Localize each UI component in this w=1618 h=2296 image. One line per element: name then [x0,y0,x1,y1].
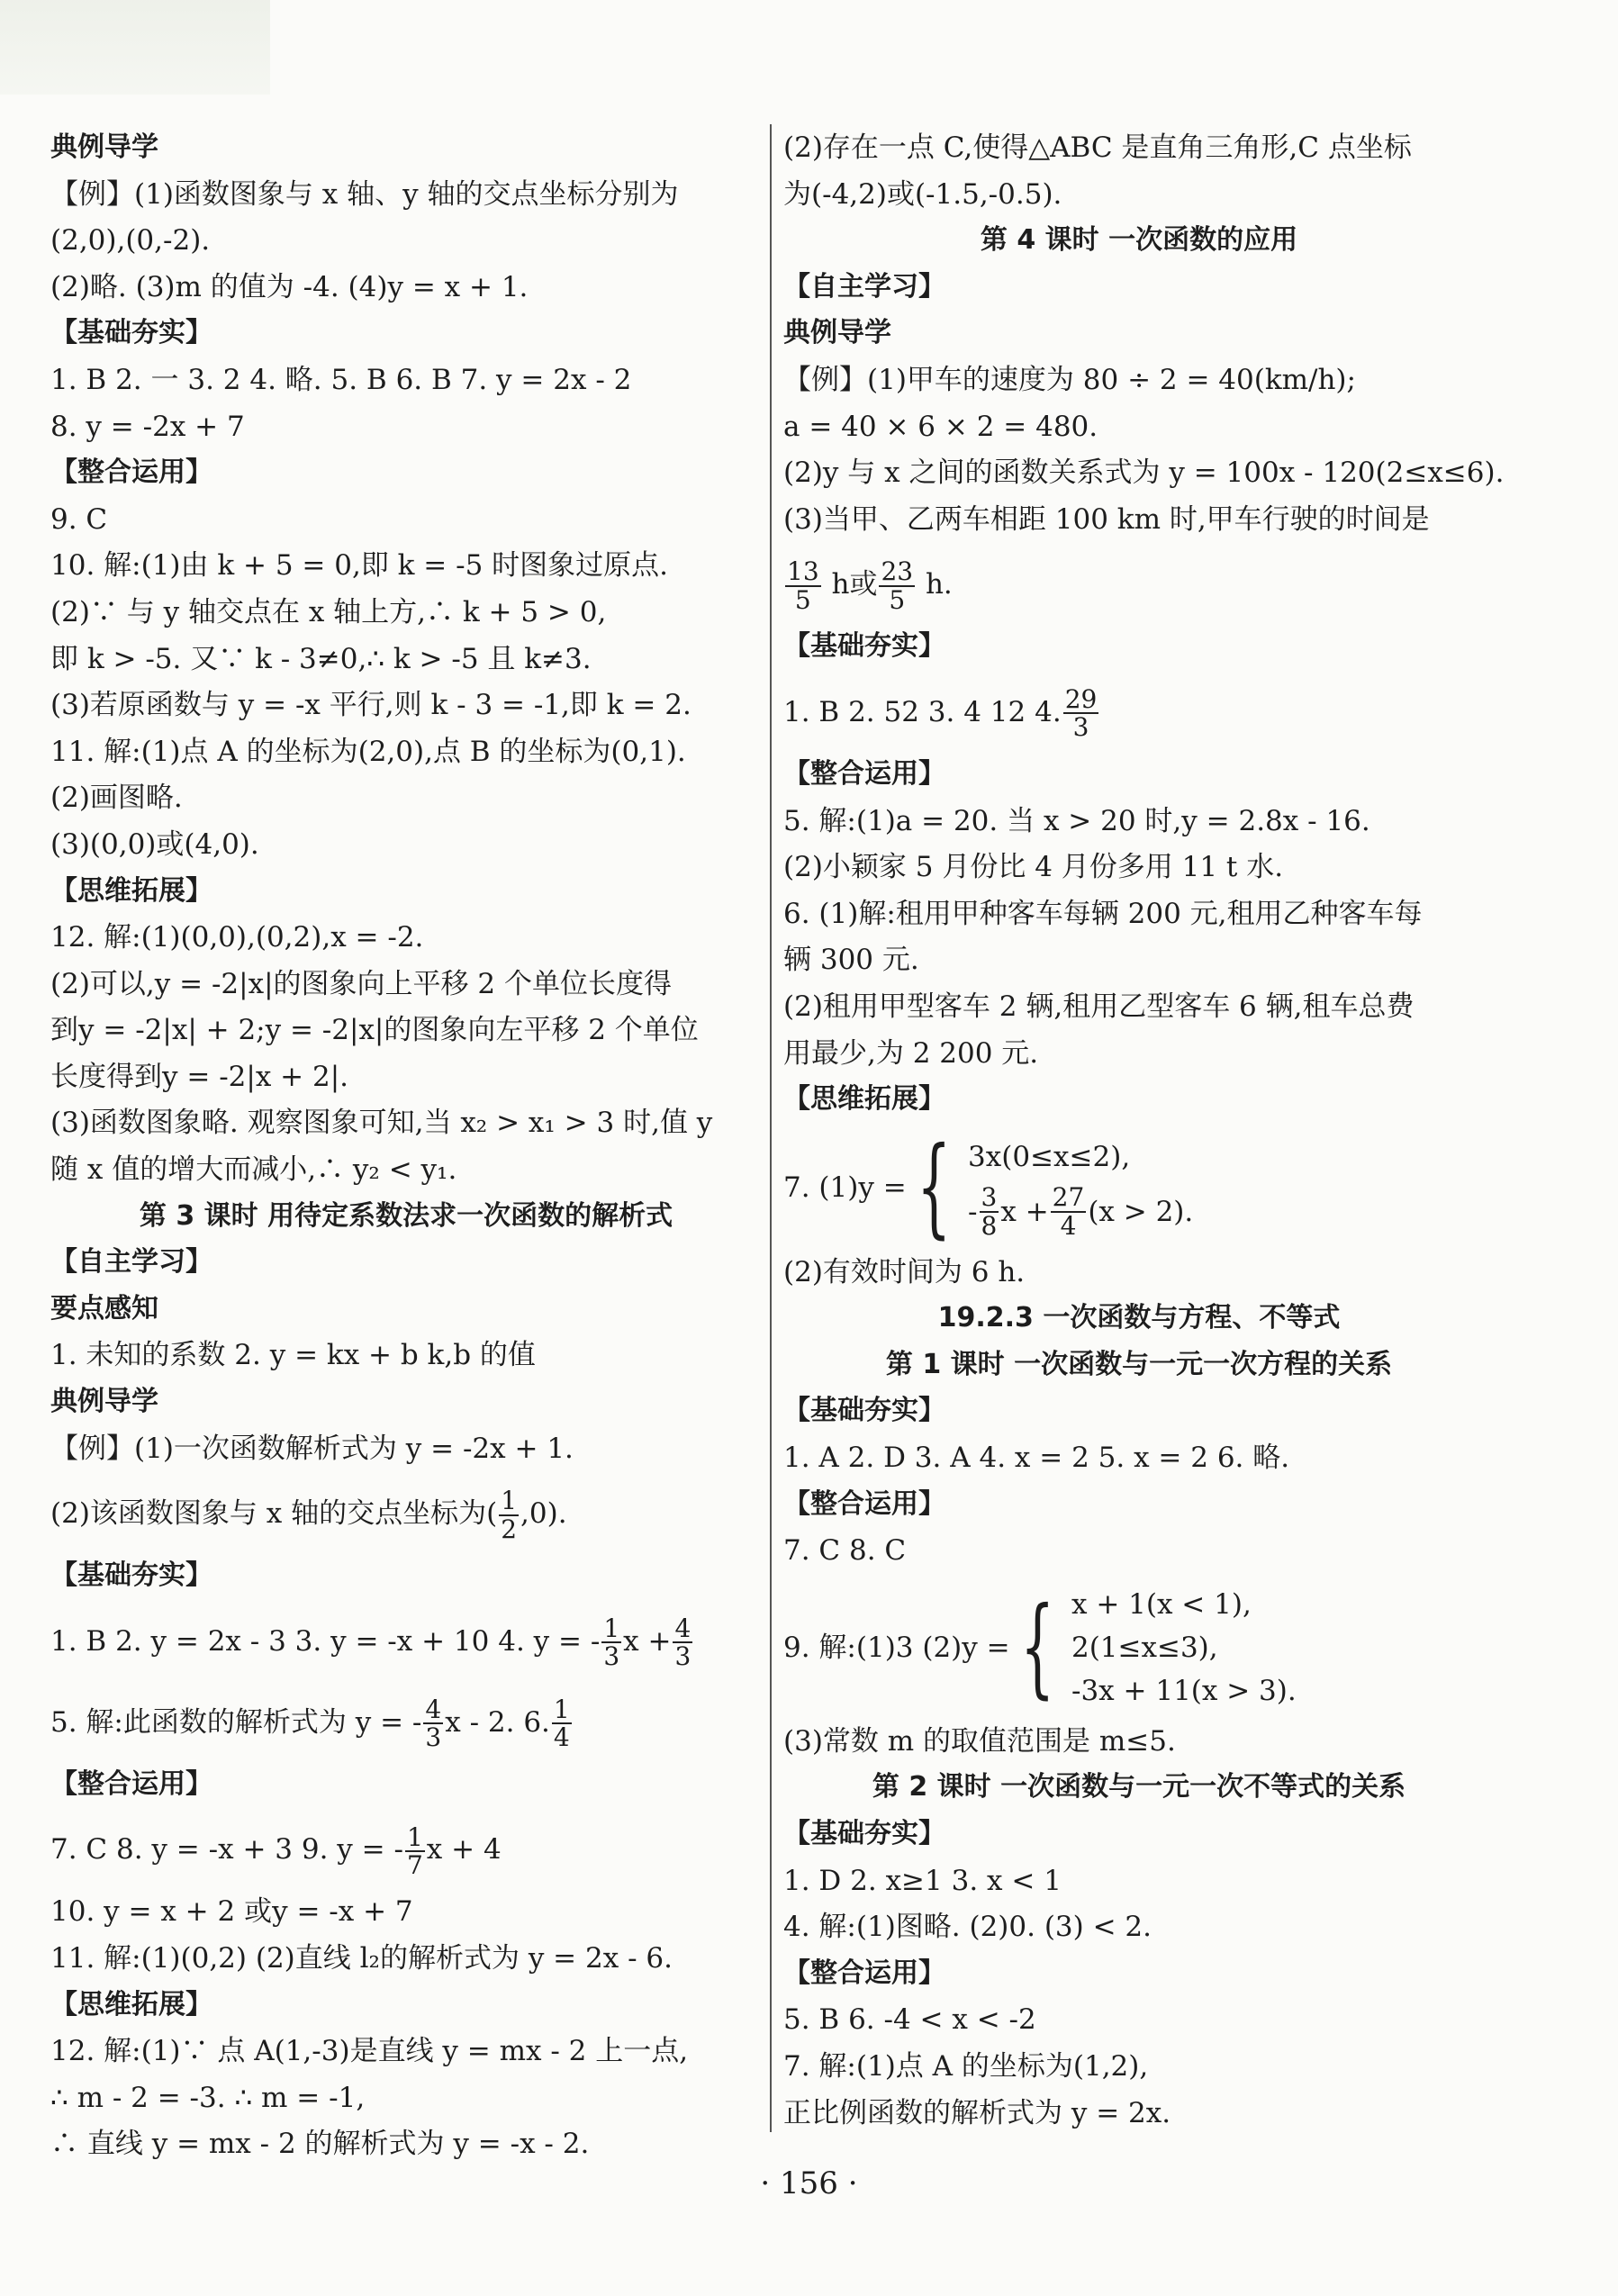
answer-line: 5. 解:(1)a = 20. 当 x > 20 时,y = 2.8x - 16. [783,804,1370,837]
top-strip [0,0,270,95]
answer-line: 10. y = x + 2 或y = -x + 7 [50,1895,413,1929]
section-heading: 【思维拓展】 [50,1988,212,2020]
lesson-title: 19.2.3 一次函数与方程、不等式 [937,1302,1341,1334]
answer-line: 【例】(1)一次函数解析式为 y = -2x + 1. [50,1432,574,1465]
fraction: $\frac{13}{5}$ [787,556,819,615]
answer-line: (2)租用甲型客车 2 辆,租用乙型客车 6 辆,租车总费 [783,990,1415,1023]
answer-line: 正比例函数的解析式为 y = 2x. [783,2096,1171,2129]
answer-line: (2)y 与 x 之间的函数关系式为 y = 100x - 120(2≤x≤6). [783,456,1505,490]
answer-line: (3)若原函数与 y = -x 平行,则 k - 3 = -1,即 k = 2. [50,689,691,722]
fraction: $\frac{3}{8}$ [981,1182,998,1241]
answer-line: 1. 未知的系数 2. y = kx + b k,b 的值 [50,1339,536,1372]
answer-line: 1. B 2. 一 3. 2 4. 略. 5. B 6. B 7. y = 2x - 2 [50,363,632,396]
answer-line: 1. B 2. y = 2x - 3 3. y = -x + 10 4. y = - $\frac{1}{3}$ x + $\frac{4}{3}$ [50,1613,691,1672]
answer-line: 【例】(1)甲车的速度为 80 ÷ 2 = 40(km/h); [783,363,1356,396]
answer-line: 随 x 值的增大而减小,∴ y₂ < y₁. [50,1153,457,1187]
section-heading: 【基础夯实】 [783,1395,945,1427]
section-heading: 典例导学 [50,131,158,163]
answer-line: 7. 解:(1)点 A 的坐标为(1,2), [783,2050,1149,2083]
section-heading: 【基础夯实】 [50,1559,212,1592]
left-column [50,126,762,2169]
answer-line: a = 40 × 6 × 2 = 480. [783,410,1098,443]
fraction: $\frac{27}{4}$ [1052,1182,1085,1241]
answer-line: 9. 解:(1)3 (2)y = { x + 1(x < 1), 2(1≤x≤3), -3x + 11(x > 3). [783,1576,1495,1720]
answer-line: 4. 解:(1)图略. (2)0. (3) < 2. [783,1911,1152,1944]
answer-line: 11. 解:(1)(0,2) (2)直线 l₂的解析式为 y = 2x - 6. [50,1942,673,1975]
answer-line: (2)该函数图象与 x 轴的交点坐标为( $\frac{1}{2}$ ,0). [50,1486,567,1544]
answer-line: 7. C 8. C [783,1534,907,1568]
answer-line: (2)可以,y = -2|x|的图象向上平移 2 个单位长度得 [50,967,672,1000]
section-heading: 【基础夯实】 [50,317,212,349]
section-heading: 【整合运用】 [783,757,945,790]
answer-line: 1. A 2. D 3. A 4. x = 2 5. x = 2 6. 略. [783,1442,1290,1475]
answer-line: (2)存在一点 C,使得△ABC 是直角三角形,C 点坐标 [783,131,1412,164]
answer-line: (3)(0,0)或(4,0). [50,827,259,861]
section-heading: 【自主学习】 [783,270,945,303]
fraction: $\frac{1}{4}$ [553,1694,570,1753]
fraction: $\frac{1}{3}$ [603,1613,620,1672]
page-number: · 156 · [760,2165,858,2201]
answer-line: 7. (1)y = { 3x(0≤x≤2), - $\frac{3}{8}$ x + $\frac{27}{4}$ (x > 2). [783,1124,1194,1250]
section-heading: 典例导学 [50,1386,158,1418]
section-heading: 【整合运用】 [50,1767,212,1800]
section-heading: 典例导学 [783,317,891,349]
answer-line: (2)有效时间为 6 h. [783,1255,1026,1288]
lesson-title: 第 3 课时 用待定系数法求一次函数的解析式 [139,1199,673,1232]
lesson-title: 第 1 课时 一次函数与一元一次方程的关系 [885,1348,1393,1380]
section-heading: 【思维拓展】 [50,874,212,907]
brace-symbol: { [1019,1584,1054,1710]
answer-line: (2)∵ 与 y 轴交点在 x 轴上方,∴ k + 5 > 0, [50,595,607,628]
fraction: $\frac{23}{5}$ [881,556,914,615]
answer-line: 6. (1)解:租用甲种客车每辆 200 元,租用乙种客车每 [783,897,1423,930]
answer-line: (2)略. (3)m 的值为 -4. (4)y = x + 1. [50,270,529,303]
answer-line: 11. 解:(1)点 A 的坐标为(2,0),点 B 的坐标为(0,1). [50,735,686,768]
answer-line: (3)函数图象略. 观察图象可知,当 x₂ > x₁ > 3 时,值 y [50,1107,713,1140]
section-heading: 【整合运用】 [783,1957,945,1989]
piecewise-cases: 3x(0≤x≤2), - $\frac{3}{8}$ x + $\frac{27}{4}$ (x > 2). [968,1141,1194,1241]
answer-line: 即 k > -5. 又∵ k - 3≠0,∴ k > -5 且 k≠3. [50,642,592,675]
section-heading: 【思维拓展】 [783,1083,945,1116]
answer-line: 9. C [50,502,108,536]
answer-line: $\frac{13}{5}$ h或 $\frac{23}{5}$ h. [787,556,953,615]
answer-line: 8. y = -2x + 7 [50,410,245,443]
lesson-title: 第 4 课时 一次函数的应用 [980,224,1298,257]
section-heading: 【整合运用】 [50,456,212,489]
answer-line: (3)当甲、乙两车相距 100 km 时,甲车行驶的时间是 [783,502,1430,536]
answer-line: 5. B 6. -4 < x < -2 [783,2003,1036,2037]
brace-symbol: { [916,1124,951,1250]
fraction: $\frac{1}{7}$ [406,1821,423,1880]
answer-line: ∴ 直线 y = mx - 2 的解析式为 y = -x - 2. [50,2128,590,2161]
lesson-title: 第 2 课时 一次函数与一元一次不等式的关系 [872,1771,1406,1803]
right-column [783,126,1505,2138]
answer-line: 辆 300 元. [783,944,919,977]
answer-line: 1. D 2. x≥1 3. x < 1 [783,1864,1062,1897]
answer-line: 12. 解:(1)(0,0),(0,2),x = -2. [50,921,424,954]
section-heading: 【基础夯实】 [783,630,945,663]
answer-line: 用最少,为 2 200 元. [783,1036,1039,1070]
fraction: $\frac{4}{3}$ [425,1694,442,1753]
answer-line: (2)画图略. [50,782,183,815]
section-heading: 【自主学习】 [50,1246,212,1279]
column-divider [770,124,772,2132]
piecewise-cases: x + 1(x < 1), 2(1≤x≤3), -3x + 11(x > 3). [1071,1587,1297,1707]
section-heading: 要点感知 [50,1292,158,1324]
answer-line: 5. 解:此函数的解析式为 y = - $\frac{4}{3}$ x - 2. 6. $\frac{1}{4}$ [50,1694,570,1753]
answer-line: 【例】(1)函数图象与 x 轴、y 轴的交点坐标分别为 [50,177,679,211]
answer-line: (2)小颖家 5 月份比 4 月份多用 11 t 水. [783,851,1284,884]
answer-line: 12. 解:(1)∵ 点 A(1,-3)是直线 y = mx - 2 上一点, [50,2035,689,2068]
answer-line: (2,0),(0,-2). [50,224,211,258]
fraction: $\frac{29}{3}$ [1064,684,1098,743]
section-heading: 【基础夯实】 [783,1818,945,1850]
answer-line: (3)常数 m 的取值范围是 m≤5. [783,1724,1176,1758]
answer-line: ∴ m - 2 = -3. ∴ m = -1, [50,2081,366,2114]
answer-line: 到y = -2|x| + 2;y = -2|x|的图象向左平移 2 个单位 [50,1014,699,1047]
answer-line: 10. 解:(1)由 k + 5 = 0,即 k = -5 时图象过原点. [50,549,669,583]
fraction: $\frac{4}{3}$ [674,1613,691,1672]
section-heading: 【整合运用】 [783,1487,945,1520]
answer-line: 1. B 2. 52 3. 4 12 4. $\frac{29}{3}$ [783,684,1098,743]
fraction: $\frac{1}{2}$ [501,1486,518,1544]
answer-line: 为(-4,2)或(-1.5,-0.5). [783,177,1062,211]
answer-line: 长度得到y = -2|x + 2|. [50,1060,349,1093]
answer-line: 7. C 8. y = -x + 3 9. y = - $\frac{1}{7}$ x + 4 [50,1821,502,1880]
